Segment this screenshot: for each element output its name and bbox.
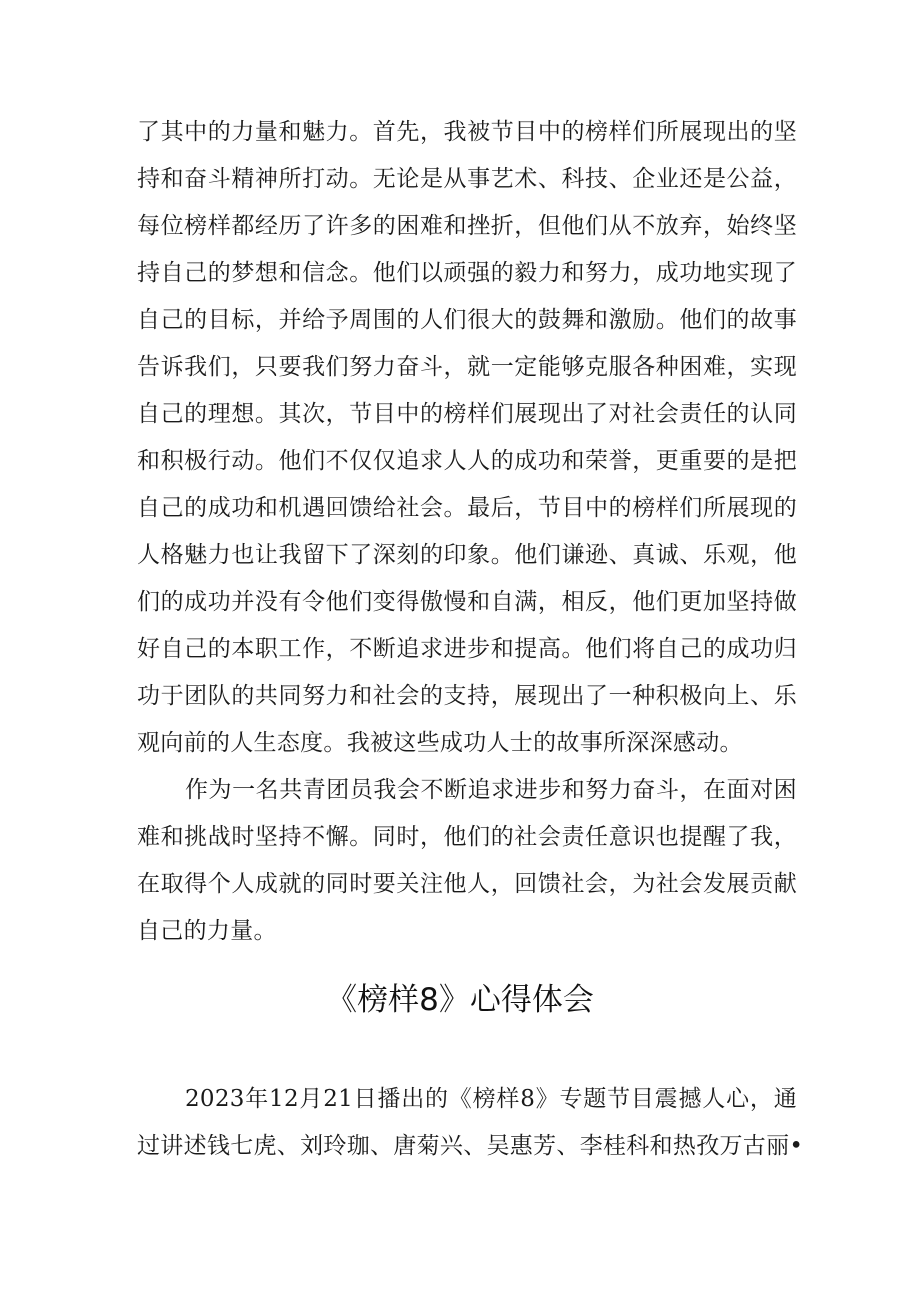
paragraph-1-line-14: 观向前的人生态度。我被这些成功人士的故事所深深感动。 (137, 730, 743, 756)
paragraph-1-line-8: 和积极行动。他们不仅仅追求人人的成功和荣誉，更重要的是把 (137, 448, 797, 474)
paragraph-1-line-11: 们的成功并没有令他们变得傲慢和自满，相反，他们更加坚持做 (137, 589, 797, 615)
paragraph-2-line-1: 作为一名共青团员我会不断追求进步和努力奋斗，在面对困 (185, 777, 797, 803)
paragraph-1-line-5: 自己的目标，并给予周围的人们很大的鼓舞和激励。他们的故事 (137, 307, 797, 333)
paragraph-3-line-1: 2023年12月21日播出的《榜样8》专题节目震撼人心，通 (185, 1086, 797, 1112)
paragraph-1-line-2: 持和奋斗精神所打动。无论是从事艺术、科技、企业还是公益， (137, 166, 797, 192)
paragraph-1-line-9: 自己的成功和机遇回馈给社会。最后，节目中的榜样们所展现的 (137, 495, 797, 521)
paragraph-1-line-7: 自己的理想。其次，节目中的榜样们展现出了对社会责任的认同 (137, 401, 797, 427)
paragraph-1-line-1: 了其中的力量和魅力。首先，我被节目中的榜样们所展现出的坚 (137, 119, 797, 145)
paragraph-1-line-10: 人格魅力也让我留下了深刻的印象。他们谦逊、真诚、乐观，他 (137, 542, 797, 568)
paragraph-2-line-2: 难和挑战时坚持不懈。同时，他们的社会责任意识也提醒了我， (137, 824, 797, 850)
paragraph-1-line-4: 持自己的梦想和信念。他们以顽强的毅力和努力，成功地实现了 (137, 260, 797, 286)
paragraph-2-line-4: 自己的力量。 (137, 918, 277, 944)
paragraph-1-line-6: 告诉我们，只要我们努力奋斗，就一定能够克服各种困难，实现 (137, 354, 797, 380)
section-heading: 《榜样8》心得体会 (326, 982, 594, 1018)
paragraph-2-line-3: 在取得个人成就的同时要关注他人，回馈社会，为社会发展贡献 (137, 871, 797, 897)
paragraph-3-line-2: 过讲述钱七虎、刘玲珈、唐菊兴、吴惠芳、李桂科和热孜万古丽• (137, 1133, 804, 1159)
paragraph-1-line-3: 每位榜样都经历了许多的困难和挫折，但他们从不放弃，始终坚 (137, 213, 797, 239)
paragraph-1-line-13: 功于团队的共同努力和社会的支持，展现出了一种积极向上、乐 (137, 683, 797, 709)
paragraph-1-line-12: 好自己的本职工作，不断追求进步和提高。他们将自己的成功归 (137, 636, 797, 662)
